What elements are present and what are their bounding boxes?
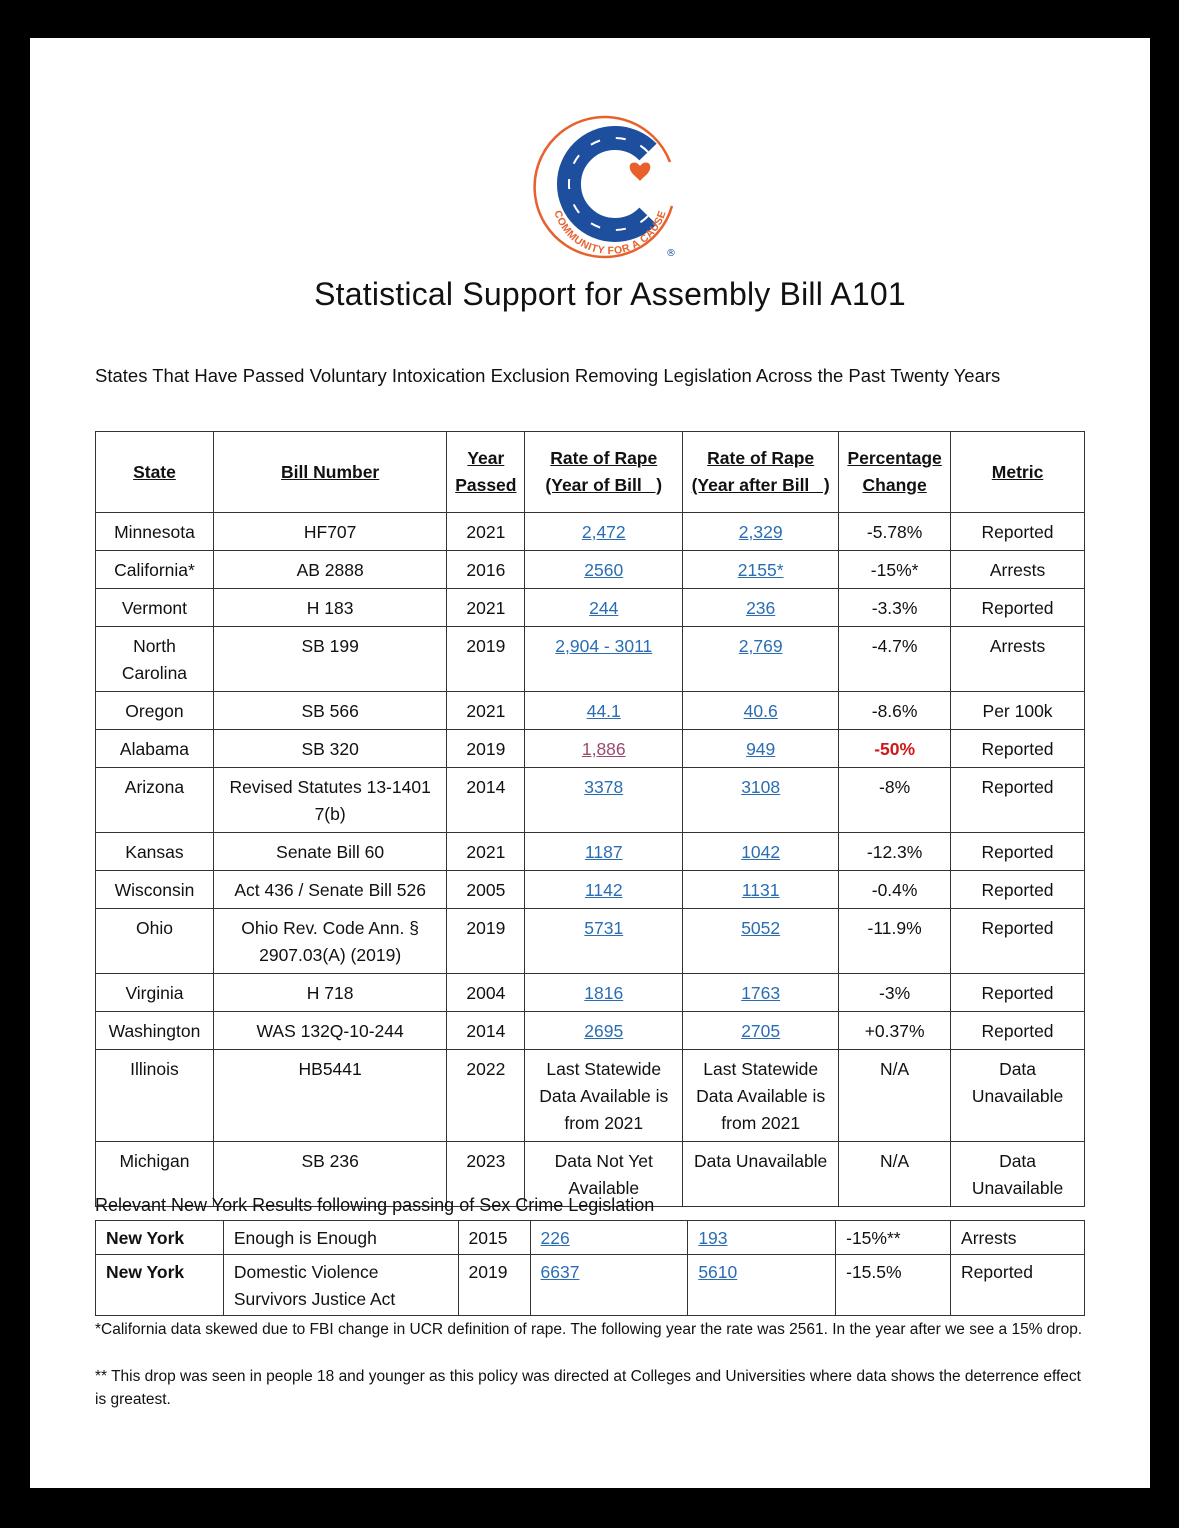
cell-bill-number-text: AB 2888 — [296, 560, 364, 580]
cell-percentage-change-text: -50% — [874, 739, 916, 759]
cell-year-passed-text: 2021 — [466, 842, 506, 862]
cell-percentage-change-text: +0.37% — [864, 1021, 925, 1041]
data-source-link[interactable]: 5610 — [698, 1262, 738, 1282]
cell-percentage-change — [839, 909, 951, 974]
cell-rate-year-of-bill — [525, 974, 683, 1012]
data-source-link[interactable]: 193 — [698, 1228, 728, 1248]
cell-bill-number-text: SB 566 — [301, 701, 359, 721]
data-source-link[interactable]: 1,886 — [581, 739, 626, 759]
cell-metric-text: Reported — [981, 598, 1054, 618]
cell-year-passed — [447, 513, 525, 551]
cell-bill-number-text: Revised Statutes 13-1401 7(b) — [229, 777, 431, 824]
cell-year-passed-text: 2021 — [466, 522, 506, 542]
cell-rate-year-after-bill — [683, 513, 839, 551]
cell-state — [96, 833, 214, 871]
cell-bill-number — [213, 909, 446, 974]
data-source-link[interactable]: 2,769 — [738, 636, 783, 656]
data-source-link[interactable]: 244 — [589, 598, 619, 618]
cell-state-text: Minnesota — [114, 522, 195, 542]
cell-state-text: California* — [114, 560, 195, 580]
ny-cell-state — [96, 1221, 224, 1255]
cell-bill-number-text: Act 436 / Senate Bill 526 — [234, 880, 426, 900]
table-row — [96, 1050, 1085, 1142]
cell-year-passed — [447, 974, 525, 1012]
cell-year-passed-text: 2019 — [466, 918, 506, 938]
cell-bill-number-text: WAS 132Q-10-244 — [256, 1021, 404, 1041]
ny-cell-text: Reported — [961, 1262, 1034, 1282]
cell-rate-year-after-bill — [683, 1142, 839, 1207]
cell-bill-number-text: SB 236 — [301, 1151, 359, 1171]
cell-state-text: Arizona — [124, 777, 185, 797]
ny-cell-text: New York — [106, 1262, 185, 1282]
cell-metric — [951, 692, 1085, 730]
cell-rate-year-of-bill — [525, 692, 683, 730]
cell-rate-year-after-bill — [683, 909, 839, 974]
new-york-caption: Relevant New York Results following passing of Sex Crime Legislation — [95, 1195, 655, 1215]
cell-rate-year-of-bill-text: Last Statewide Data Available is from 2021 — [539, 1059, 669, 1133]
cell-percentage-change — [839, 1050, 951, 1142]
table-row — [96, 974, 1085, 1012]
cell-metric-text: Reported — [981, 880, 1054, 900]
cell-bill-number — [213, 730, 446, 768]
cell-metric-text: Arrests — [989, 560, 1046, 580]
cell-percentage-change — [839, 1012, 951, 1050]
cell-year-passed — [447, 768, 525, 833]
cell-bill-number — [213, 1050, 446, 1142]
cell-year-passed — [447, 909, 525, 974]
data-source-link[interactable]: 5731 — [584, 918, 624, 938]
cell-state — [96, 768, 214, 833]
cell-state-text: Illinois — [130, 1059, 179, 1079]
ny-cell-bill — [223, 1255, 458, 1316]
cell-metric — [951, 1012, 1085, 1050]
cell-percentage-change-text: -15%* — [870, 560, 919, 580]
table-row — [96, 1221, 1085, 1255]
cell-bill-number — [213, 974, 446, 1012]
cell-percentage-change-text: -8.6% — [871, 701, 918, 721]
cell-bill-number-text: SB 199 — [301, 636, 359, 656]
cell-percentage-change — [839, 974, 951, 1012]
cell-metric — [951, 589, 1085, 627]
footnote-new-york: ** This drop was seen in people 18 and younger as this policy was directed at Colleges and Universities where data shows the deterrence effect is greatest. — [95, 1368, 1081, 1408]
cell-percentage-change-text: -0.4% — [871, 880, 918, 900]
header-rate-year-after-bill: Rate of Rape (Year after Bill ) — [683, 432, 839, 513]
cell-metric — [951, 1050, 1085, 1142]
cell-bill-number — [213, 551, 446, 589]
ny-cell-year — [458, 1255, 530, 1316]
ny-cell-text: Domestic Violence Survivors Justice Act — [233, 1262, 396, 1309]
cell-year-passed-text: 2022 — [466, 1059, 506, 1079]
data-source-link[interactable]: 1131 — [741, 880, 780, 900]
table-row — [96, 513, 1085, 551]
cell-state — [96, 1050, 214, 1142]
ny-cell-text: New York — [106, 1228, 185, 1248]
header-state: State — [96, 432, 214, 513]
cell-state-text: Vermont — [121, 598, 188, 618]
heart-icon — [630, 162, 651, 181]
cell-state — [96, 589, 214, 627]
cell-rate-year-of-bill — [525, 1050, 683, 1142]
table-row — [96, 768, 1085, 833]
ny-cell-text: 2019 — [468, 1262, 508, 1282]
data-source-link[interactable]: 40.6 — [743, 701, 778, 721]
cell-rate-year-of-bill — [525, 833, 683, 871]
data-source-link[interactable]: 5052 — [741, 918, 781, 938]
cell-rate-year-of-bill — [525, 551, 683, 589]
cell-year-passed — [447, 730, 525, 768]
cell-percentage-change — [839, 1142, 951, 1207]
cell-rate-year-of-bill — [525, 589, 683, 627]
cell-metric — [951, 768, 1085, 833]
cell-state — [96, 909, 214, 974]
header-percentage-change: Percentage Change — [839, 432, 951, 513]
ny-cell-bill — [223, 1221, 458, 1255]
cell-state — [96, 1012, 214, 1050]
cell-percentage-change-text: -11.9% — [867, 918, 922, 938]
ny-cell-text: -15%** — [846, 1228, 901, 1248]
cell-percentage-change — [839, 871, 951, 909]
cell-metric-text: Arrests — [989, 636, 1046, 656]
cell-rate-year-after-bill — [683, 871, 839, 909]
cell-year-passed — [447, 589, 525, 627]
new-york-results-table — [95, 1220, 1085, 1316]
footnote-california: *California data skewed due to FBI change in UCR definition of rape. The following year the rate was 2561. In the year after we see a 15% drop. — [95, 1321, 1083, 1338]
data-source-link[interactable]: 1763 — [741, 983, 781, 1003]
cell-year-passed-text: 2023 — [466, 1151, 506, 1171]
ny-cell-rate-after — [688, 1221, 836, 1255]
cell-year-passed — [447, 551, 525, 589]
cell-state — [96, 513, 214, 551]
cell-rate-year-after-bill — [683, 551, 839, 589]
table-row — [96, 589, 1085, 627]
data-source-link[interactable]: 44.1 — [586, 701, 621, 721]
data-source-link[interactable]: 2705 — [741, 1021, 781, 1041]
cell-state — [96, 551, 214, 589]
cell-rate-year-after-bill — [683, 768, 839, 833]
data-source-link[interactable]: 236 — [746, 598, 776, 618]
table-row — [96, 871, 1085, 909]
cell-percentage-change-text: -8% — [879, 777, 911, 797]
cell-metric-text: Reported — [981, 983, 1054, 1003]
data-source-link[interactable]: 1816 — [584, 983, 624, 1003]
cell-year-passed-text: 2019 — [466, 636, 506, 656]
ny-cell-text: Enough is Enough — [233, 1228, 377, 1248]
data-source-link[interactable]: 3108 — [741, 777, 781, 797]
data-source-link[interactable]: 6637 — [540, 1262, 580, 1282]
cell-year-passed — [447, 627, 525, 692]
table-row — [96, 692, 1085, 730]
cell-metric — [951, 730, 1085, 768]
cell-rate-year-after-bill — [683, 627, 839, 692]
cell-rate-year-after-bill — [683, 589, 839, 627]
ny-cell-metric — [951, 1221, 1085, 1255]
cell-metric — [951, 627, 1085, 692]
cell-year-passed-text: 2005 — [466, 880, 506, 900]
ny-cell-rate-year — [530, 1221, 688, 1255]
cell-bill-number — [213, 833, 446, 871]
cell-bill-number-text: SB 320 — [301, 739, 359, 759]
cell-metric-text: Reported — [981, 777, 1054, 797]
cell-state-text: Ohio — [135, 918, 173, 938]
cell-rate-year-of-bill — [525, 627, 683, 692]
cell-bill-number-text: H 718 — [306, 983, 354, 1003]
cell-rate-year-of-bill — [525, 1012, 683, 1050]
cell-rate-year-after-bill — [683, 833, 839, 871]
ny-cell-state — [96, 1255, 224, 1316]
page-subtitle: States That Have Passed Voluntary Intoxication Exclusion Removing Legislation Across the Past Twenty Years — [95, 365, 1001, 386]
table-row — [96, 833, 1085, 871]
cell-bill-number-text: Ohio Rev. Code Ann. § 2907.03(A) (2019) — [241, 918, 419, 965]
data-source-link[interactable]: 1042 — [741, 842, 781, 862]
cell-percentage-change — [839, 551, 951, 589]
cell-percentage-change — [839, 833, 951, 871]
data-source-link[interactable]: 1142 — [584, 880, 623, 900]
cell-bill-number — [213, 692, 446, 730]
cell-year-passed — [447, 692, 525, 730]
ny-cell-year — [458, 1221, 530, 1255]
registered-mark: ® — [666, 248, 676, 259]
cell-state — [96, 871, 214, 909]
cell-state-text: Wisconsin — [114, 880, 195, 900]
cell-percentage-change-text: -3.3% — [871, 598, 918, 618]
cell-percentage-change-text: -5.78% — [866, 522, 923, 542]
cell-metric-text: Reported — [981, 842, 1054, 862]
data-source-link[interactable]: 2155* — [737, 560, 784, 580]
cell-bill-number-text: Senate Bill 60 — [276, 842, 385, 862]
cell-bill-number-text: H 183 — [306, 598, 354, 618]
cell-year-passed-text: 2014 — [466, 1021, 506, 1041]
cell-metric — [951, 833, 1085, 871]
ny-cell-change — [836, 1255, 951, 1316]
cell-state-text: Virginia — [125, 983, 184, 1003]
data-source-link[interactable]: 2,329 — [738, 522, 783, 542]
table-row — [96, 551, 1085, 589]
cell-bill-number — [213, 871, 446, 909]
cell-year-passed — [447, 1012, 525, 1050]
states-legislation-table — [95, 431, 1085, 1207]
cell-percentage-change — [839, 589, 951, 627]
cell-rate-year-after-bill — [683, 692, 839, 730]
cell-rate-year-of-bill — [525, 909, 683, 974]
cell-year-passed-text: 2021 — [466, 701, 506, 721]
data-source-link[interactable]: 2,472 — [581, 522, 626, 542]
cell-bill-number — [213, 589, 446, 627]
data-source-link[interactable]: 2,904 - 3011 — [555, 636, 653, 656]
cell-percentage-change-text: -3% — [879, 983, 911, 1003]
cell-rate-year-of-bill — [525, 513, 683, 551]
cell-metric — [951, 551, 1085, 589]
cell-percentage-change-text: -4.7% — [871, 636, 918, 656]
cell-state — [96, 974, 214, 1012]
cell-rate-year-after-bill — [683, 1050, 839, 1142]
cell-year-passed-text: 2014 — [466, 777, 506, 797]
table-row — [96, 627, 1085, 692]
cell-state — [96, 730, 214, 768]
cell-rate-year-of-bill — [525, 871, 683, 909]
cell-metric — [951, 909, 1085, 974]
data-source-link[interactable]: 2695 — [584, 1021, 624, 1041]
cell-state-text: Washington — [108, 1021, 201, 1041]
cell-bill-number — [213, 768, 446, 833]
ny-cell-text: -15.5% — [846, 1262, 902, 1282]
header-rate-year-of-bill: Rate of Rape (Year of Bill ) — [525, 432, 683, 513]
table-row — [96, 1255, 1085, 1316]
table-header-row — [96, 432, 1085, 513]
data-source-link[interactable]: 949 — [746, 739, 776, 759]
cell-metric-text: Reported — [981, 739, 1054, 759]
ny-cell-text: Arrests — [961, 1228, 1017, 1248]
cell-metric-text: Reported — [981, 522, 1054, 542]
cell-bill-number — [213, 513, 446, 551]
cell-year-passed — [447, 871, 525, 909]
cell-year-passed-text: 2019 — [466, 739, 506, 759]
cell-metric-text: Data Unavailable — [971, 1059, 1064, 1106]
cell-percentage-change — [839, 730, 951, 768]
header-bill-number: Bill Number — [213, 432, 446, 513]
cell-year-passed-text: 2004 — [466, 983, 506, 1003]
document-page — [30, 38, 1150, 1488]
data-source-link[interactable]: 2560 — [584, 560, 624, 580]
cell-percentage-change — [839, 692, 951, 730]
table-row — [96, 730, 1085, 768]
cell-rate-year-after-bill — [683, 1012, 839, 1050]
cell-year-passed-text: 2021 — [466, 598, 506, 618]
cell-state-text: Michigan — [119, 1151, 190, 1171]
logo-text: COMMUNITY FOR A CAUSE — [551, 208, 669, 258]
cell-metric — [951, 1142, 1085, 1207]
header-metric: Metric — [951, 432, 1085, 513]
cell-year-passed — [447, 1050, 525, 1142]
cell-percentage-change-text: N/A — [880, 1151, 910, 1171]
cell-rate-year-after-bill-text: Last Statewide Data Available is from 2021 — [696, 1059, 826, 1133]
cell-metric-text: Per 100k — [982, 701, 1053, 721]
cell-metric — [951, 974, 1085, 1012]
cell-rate-year-of-bill — [525, 768, 683, 833]
cell-metric-text: Data Unavailable — [971, 1151, 1064, 1198]
data-source-link[interactable]: 226 — [540, 1228, 570, 1248]
cell-metric — [951, 871, 1085, 909]
cell-percentage-change-text: N/A — [880, 1059, 910, 1079]
cell-state — [96, 692, 214, 730]
ny-cell-change — [836, 1221, 951, 1255]
cell-state-text: Alabama — [119, 739, 189, 759]
table-row — [96, 1012, 1085, 1050]
cell-percentage-change — [839, 627, 951, 692]
cell-year-passed — [447, 833, 525, 871]
page-title: Statistical Support for Assembly Bill A101 — [314, 276, 906, 312]
data-source-link[interactable]: 1187 — [584, 842, 623, 862]
cell-state-text: Kansas — [125, 842, 184, 862]
ny-cell-metric — [951, 1255, 1085, 1316]
cell-state — [96, 627, 214, 692]
cell-bill-number-text: HF707 — [303, 522, 357, 542]
cell-metric-text: Reported — [981, 918, 1054, 938]
cell-state-text: Oregon — [125, 701, 184, 721]
cell-rate-year-of-bill — [525, 730, 683, 768]
cell-percentage-change — [839, 768, 951, 833]
cell-percentage-change — [839, 513, 951, 551]
cell-metric — [951, 513, 1085, 551]
community-for-a-cause-logo — [530, 104, 690, 284]
cell-state-text: North Carolina — [121, 636, 188, 683]
cell-bill-number — [213, 1012, 446, 1050]
cell-rate-year-after-bill — [683, 974, 839, 1012]
cell-bill-number-text: HB5441 — [298, 1059, 362, 1079]
cell-metric-text: Reported — [981, 1021, 1054, 1041]
cell-rate-year-of-bill-text: Data Not Yet Available — [554, 1151, 653, 1198]
data-source-link[interactable]: 3378 — [584, 777, 624, 797]
table-row — [96, 909, 1085, 974]
cell-year-passed-text: 2016 — [466, 560, 506, 580]
cell-rate-year-after-bill — [683, 730, 839, 768]
ny-cell-rate-after — [688, 1255, 836, 1316]
ny-cell-rate-year — [530, 1255, 688, 1316]
cell-bill-number — [213, 627, 446, 692]
cell-percentage-change-text: -12.3% — [866, 842, 923, 862]
cell-rate-year-after-bill-text: Data Unavailable — [694, 1151, 828, 1171]
ny-cell-text: 2015 — [468, 1228, 508, 1248]
header-year-passed: Year Passed — [447, 432, 525, 513]
